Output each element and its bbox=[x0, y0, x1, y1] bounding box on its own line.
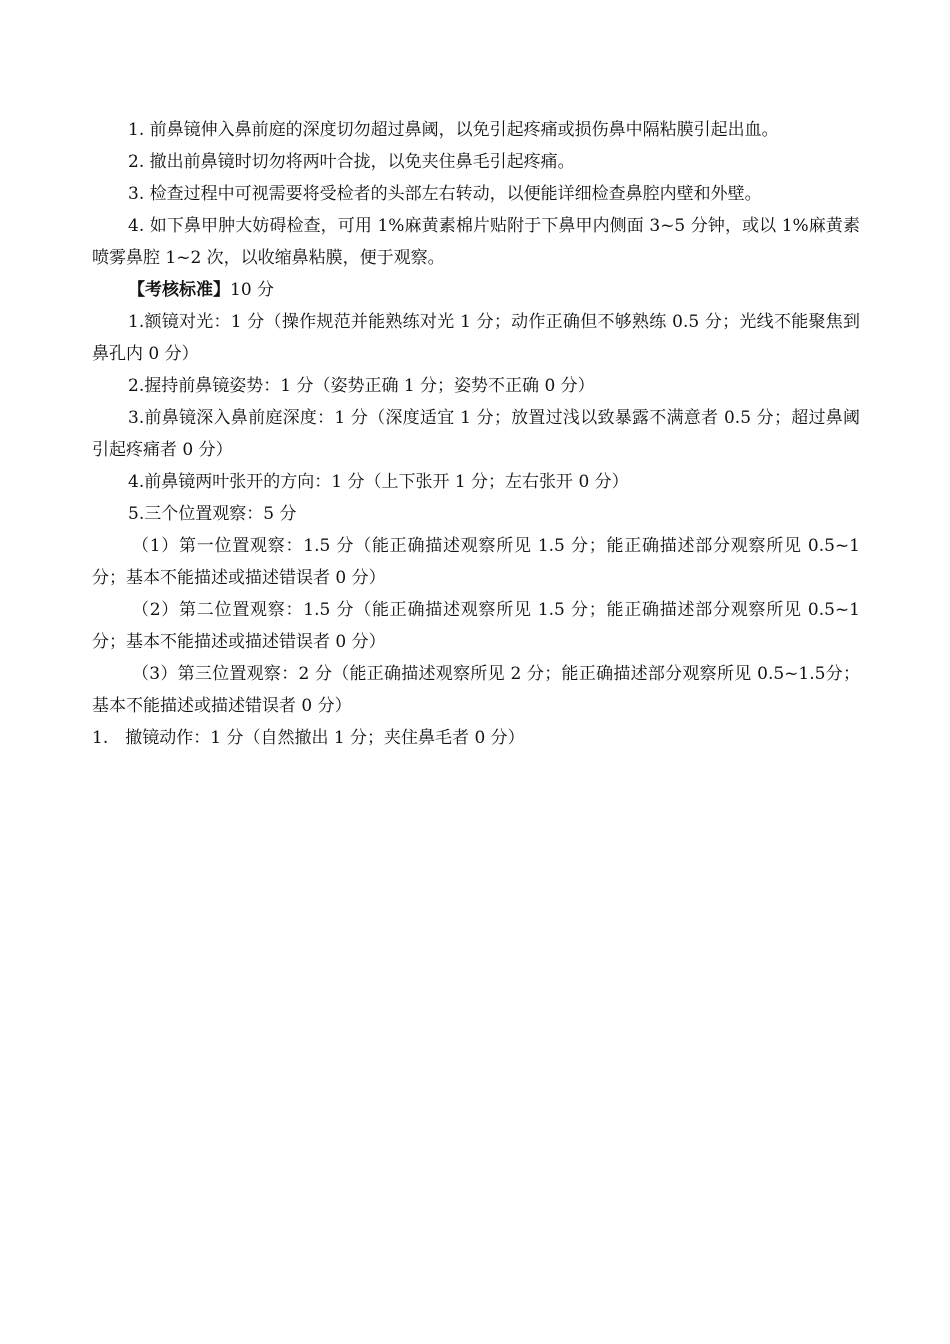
precaution-2: 2. 撤出前鼻镜时切勿将两叶合拢，以免夹住鼻毛引起疼痛。 bbox=[128, 152, 575, 172]
standard-item-4: 4.前鼻镜两叶张开的方向：1 分（上下张开 1 分；左右张开 0 分） bbox=[128, 472, 629, 492]
standard-sub-item-3: （3）第三位置观察：2 分（能正确描述观察所见 2 分；能正确描述部分观察所见 0.5~1.5分；基本不能描述或描述错误者 0 分） bbox=[92, 664, 860, 716]
document-page bbox=[92, 114, 860, 754]
standard-sub-item-1: （1）第一位置观察：1.5 分（能正确描述观察所见 1.5 分；能正确描述部分观察所见 0.5~1分；基本不能描述或描述错误者 0 分） bbox=[92, 536, 860, 588]
standard-sub-item-2: （2）第二位置观察：1.5 分（能正确描述观察所见 1.5 分；能正确描述部分观察所见 0.5~1分；基本不能描述或描述错误者 0 分） bbox=[92, 600, 860, 652]
precaution-3: 3. 检查过程中可视需要将受检者的头部左右转动，以便能详细检查鼻腔内壁和外壁。 bbox=[128, 184, 762, 204]
standard-heading: 【考核标准】 bbox=[128, 280, 230, 300]
standard-item-5: 5.三个位置观察：5 分 bbox=[128, 504, 297, 524]
precaution-4: 4. 如下鼻甲肿大妨碍检查，可用 1%麻黄素棉片贴附于下鼻甲内侧面 3~5 分钟，或以 1%麻黄素喷雾鼻腔 1~2 次，以收缩鼻粘膜，便于观察。 bbox=[92, 216, 860, 268]
standard-item-2: 2.握持前鼻镜姿势：1 分（姿势正确 1 分；姿势不正确 0 分） bbox=[128, 376, 595, 396]
precaution-1: 1. 前鼻镜伸入鼻前庭的深度切勿超过鼻阈，以免引起疼痛或损伤鼻中隔粘膜引起出血。 bbox=[128, 120, 779, 140]
standard-total: 10 分 bbox=[230, 280, 275, 300]
standard-last-item: 1. 撤镜动作：1 分（自然撤出 1 分；夹住鼻毛者 0 分） bbox=[92, 728, 525, 748]
standard-item-3: 3.前鼻镜深入鼻前庭深度：1 分（深度适宜 1 分；放置过浅以致暴露不满意者 0.5 分；超过鼻阈引起疼痛者 0 分） bbox=[92, 408, 860, 460]
standard-heading-line bbox=[92, 274, 860, 306]
standard-item-1: 1.额镜对光：1 分（操作规范并能熟练对光 1 分；动作正确但不够熟练 0.5 分；光线不能聚焦到鼻孔内 0 分） bbox=[92, 312, 860, 364]
